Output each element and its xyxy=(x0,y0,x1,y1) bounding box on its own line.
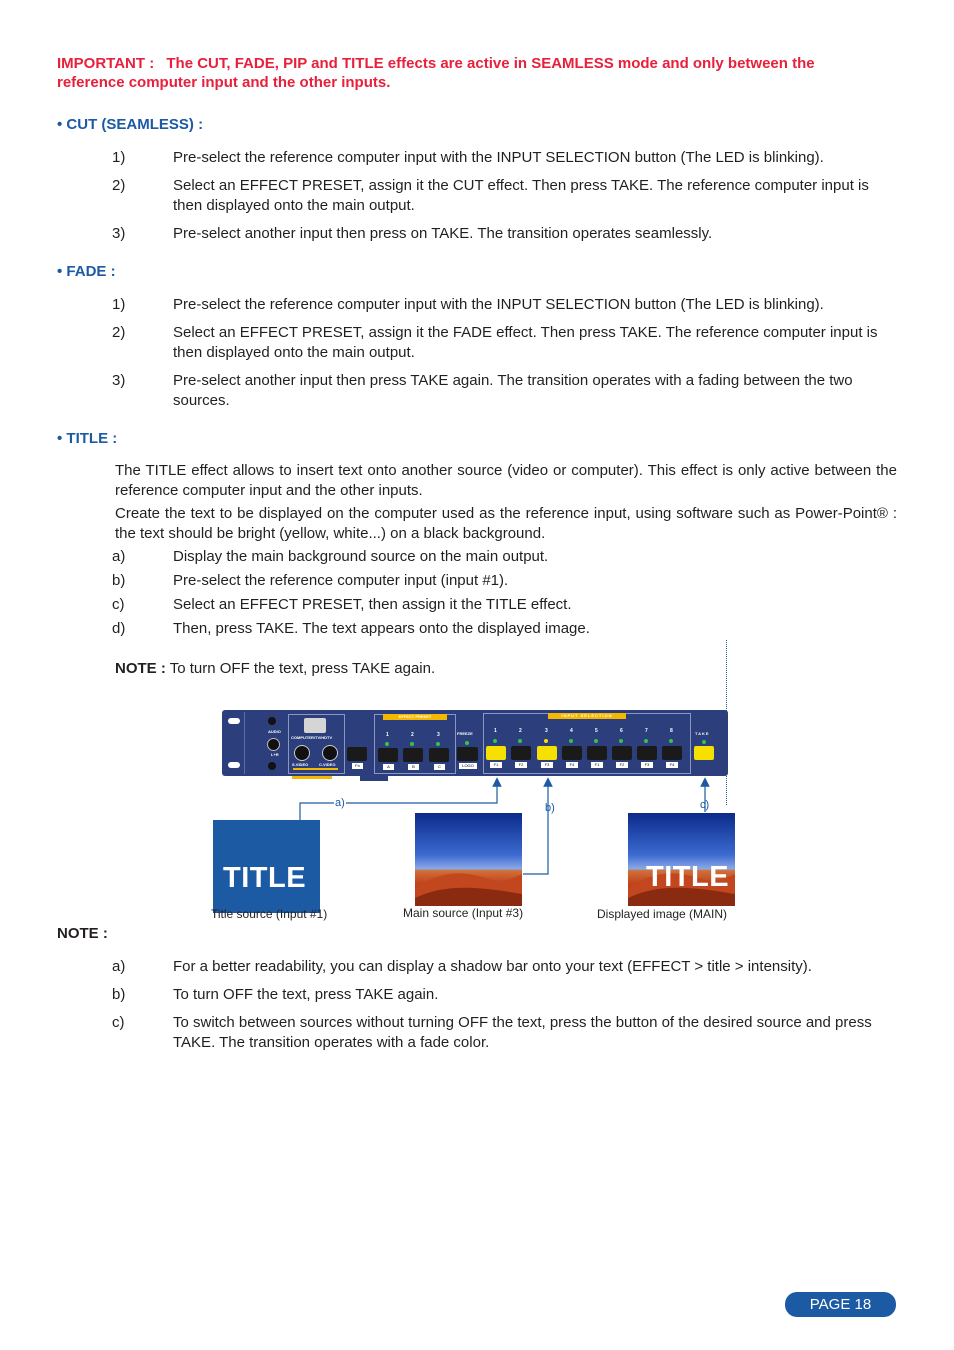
important-text: The CUT, FADE, PIP and TITLE effects are active in SEAMLESS mode and only between the xyxy=(166,55,815,72)
svideo-label: S.VIDEO xyxy=(292,762,309,767)
preset-num-1: 1 xyxy=(386,732,389,738)
input-key-8: F4 xyxy=(666,762,678,768)
title-paragraph-1: The TITLE effect allows to insert text onto another source (video or computer). This effect is only active between the reference computer input and the other inputs. xyxy=(115,462,897,499)
cut-item-2-text: Select an EFFECT PRESET, assign it the CUT effect. Then press TAKE. The reference computer input is then displayed onto the main output. xyxy=(173,177,869,214)
title-note-label: NOTE : xyxy=(115,660,166,677)
input-num-1: 1 xyxy=(494,728,497,734)
caption-main-source: Main source (Input #3) xyxy=(403,906,524,920)
fade-item-3-num: 3) xyxy=(112,372,126,389)
title-heading: • TITLE : xyxy=(57,430,118,447)
input-key-6: F2 xyxy=(616,762,628,768)
preset-key-a: A xyxy=(383,764,394,770)
input-num-4: 4 xyxy=(570,728,573,734)
take-label: TAKE xyxy=(695,731,710,736)
input-num-6: 6 xyxy=(620,728,623,734)
effect-preset-label: EFFECT PRESET xyxy=(383,714,447,720)
caption-title-source: Title source (Input #1) xyxy=(211,907,328,921)
fade-item-1-text: Pre-select the reference computer input with the INPUT SELECTION button (The LED is blinking). xyxy=(173,296,824,313)
title-step-d-num: d) xyxy=(112,620,126,637)
cut-heading: • CUT (SEAMLESS) : xyxy=(57,116,204,133)
input-key-5: F1 xyxy=(591,762,603,768)
cut-item-1-num: 1) xyxy=(112,149,126,166)
note-item-b-text: To turn OFF the text, press TAKE again. xyxy=(173,986,439,1003)
title-step-a-num: a) xyxy=(112,548,126,565)
preset-num-2: 2 xyxy=(411,732,414,738)
input-key-7: F3 xyxy=(641,762,653,768)
input-num-8: 8 xyxy=(670,728,673,734)
callout-a-label: a) xyxy=(335,797,345,809)
fn-label: Fn xyxy=(352,763,363,769)
note-item-b-num: b) xyxy=(112,986,126,1003)
dune-shape xyxy=(415,866,522,906)
title-step-c-text: Select an EFFECT PRESET, then assign it the TITLE effect. xyxy=(173,596,572,613)
audio-lr-label: L+R xyxy=(271,752,279,757)
callout-b-label: b) xyxy=(545,802,555,814)
preset-key-b: B xyxy=(408,764,419,770)
fade-item-2-num: 2) xyxy=(112,324,126,341)
title-step-d-text: Then, press TAKE. The text appears onto the displayed image. xyxy=(173,620,590,637)
important-label: IMPORTANT : xyxy=(57,55,155,72)
note-item-a-num: a) xyxy=(112,958,126,975)
title-source-image xyxy=(213,820,320,913)
input-key-3: F3 xyxy=(541,762,553,768)
callout-b-line xyxy=(523,782,548,874)
preset-key-c: C xyxy=(434,764,445,770)
input-num-5: 5 xyxy=(595,728,598,734)
freeze-label: FREEZE xyxy=(457,731,473,736)
fade-item-2-text: Select an EFFECT PRESET, assign it the FADE effect. Then press TAKE. The reference computer input is then displayed onto the main output. xyxy=(173,324,878,361)
note-heading: NOTE : xyxy=(57,925,108,942)
cvideo-label: C.VIDEO xyxy=(319,762,336,767)
displayed-image xyxy=(628,813,735,906)
fade-item-3-text: Pre-select another input then press TAKE again. The transition operates with a fading between the two sources. xyxy=(173,372,853,409)
title-paragraph-2: Create the text to be displayed on the computer used as the reference input, using software such as Power-Point® : the text should be bright (yellow, white...) on a black background. xyxy=(115,505,897,542)
title-step-c-num: c) xyxy=(112,596,125,613)
title-note-text: To turn OFF the text, press TAKE again. xyxy=(165,660,436,677)
preset-num-3: 3 xyxy=(437,732,440,738)
computer-label: COMPUTER/TV/HDTV xyxy=(291,735,333,740)
displayed-title-text: TITLE xyxy=(646,861,730,893)
audio-label: AUDIO xyxy=(268,729,281,734)
page-number-badge: PAGE 18 xyxy=(785,1292,896,1317)
callout-c-label: c) xyxy=(700,799,710,811)
fade-heading: • FADE : xyxy=(57,263,116,280)
fade-item-1-num: 1) xyxy=(112,296,126,313)
main-source-image xyxy=(415,813,522,906)
input-selection-label: INPUT SELECTION xyxy=(548,713,626,719)
input-num-7: 7 xyxy=(645,728,648,734)
cut-item-3-num: 3) xyxy=(112,225,126,242)
note-item-c-num: c) xyxy=(112,1014,125,1031)
cut-item-3-text: Pre-select another input then press on TAKE. The transition operates seamlessly. xyxy=(173,225,713,242)
input-key-2: F2 xyxy=(515,762,527,768)
input-key-1: F1 xyxy=(490,762,502,768)
important-text-2: reference computer input and the other inputs. xyxy=(57,74,391,91)
title-step-a-text: Display the main background source on the main output. xyxy=(173,548,549,565)
input-num-3: 3 xyxy=(545,728,548,734)
cut-item-2-num: 2) xyxy=(112,177,126,194)
title-source-text: TITLE xyxy=(223,862,307,894)
caption-displayed-image: Displayed image (MAIN) xyxy=(597,907,728,921)
title-step-b-num: b) xyxy=(112,572,126,589)
input-key-4: F4 xyxy=(566,762,578,768)
note-item-c-text: To switch between sources without turning OFF the text, press the button of the desired source and press TAKE. The transition operates with a fade color. xyxy=(173,1014,872,1051)
cut-item-1-text: Pre-select the reference computer input with the INPUT SELECTION button (The LED is blinking). xyxy=(173,149,824,166)
title-step-b-text: Pre-select the reference computer input (input #1). xyxy=(173,572,509,589)
input-num-2: 2 xyxy=(519,728,522,734)
logo-label: LOGO xyxy=(459,763,477,769)
note-item-a-text: For a better readability, you can display a shadow bar onto your text (EFFECT > title > intensity). xyxy=(173,958,812,975)
